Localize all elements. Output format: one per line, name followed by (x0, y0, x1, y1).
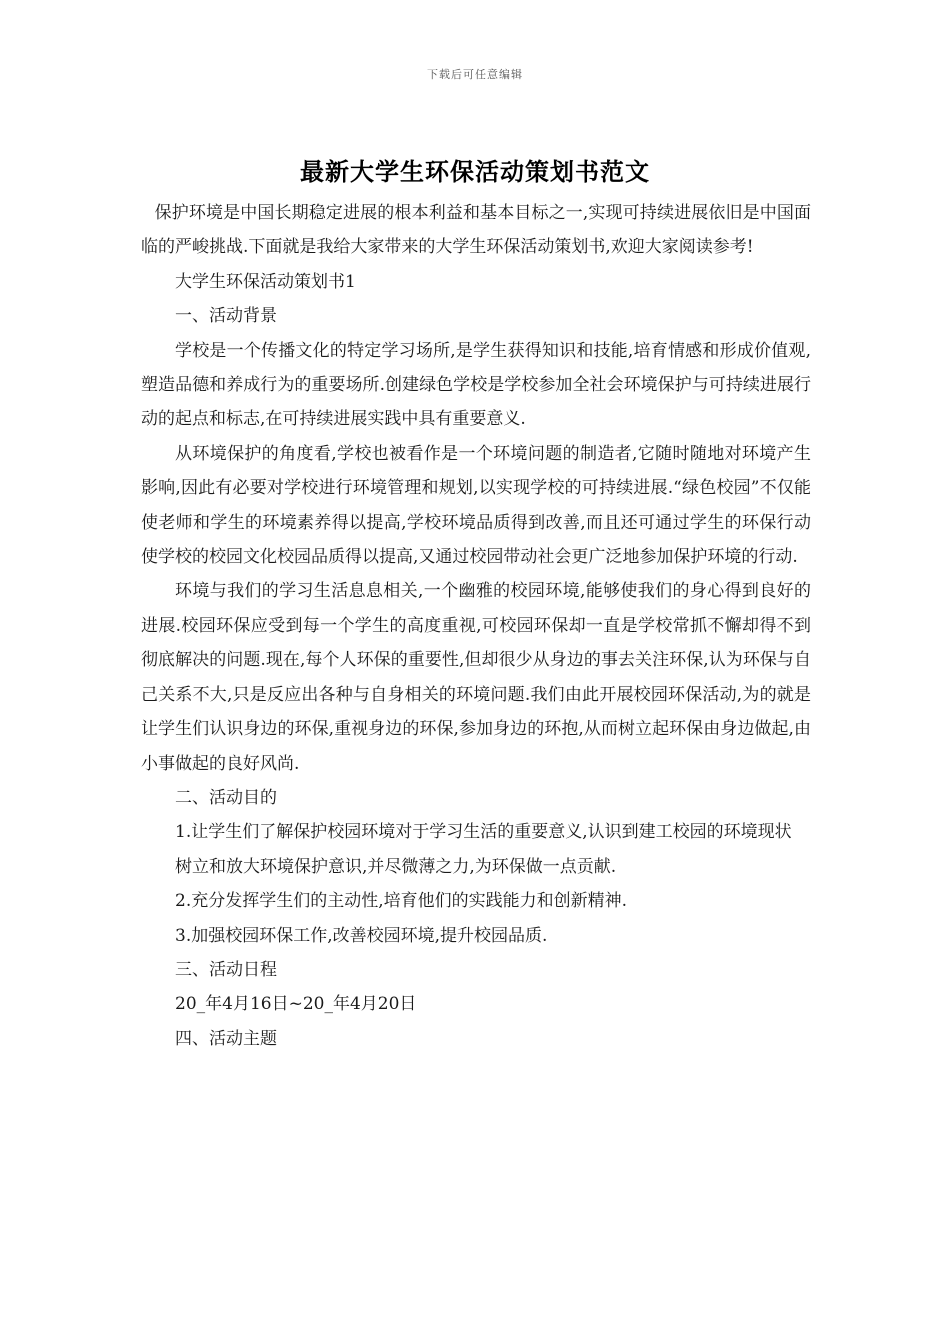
section-heading-background: 一、活动背景 (175, 306, 277, 327)
schedule-dates: 20_年4月16日~20_年4月20日 (175, 994, 417, 1015)
body-paragraph: 学校是一个传播文化的特定学习场所,是学生获得知识和技能,培育情感和形成价值观,塑造品德和养成行为的重要场所.创建绿色学校是学校参加全社会环境保护与可持续进展行动的起点和标志,在可持续进展实践中具有重要意义. (141, 340, 811, 430)
list-item: 3.加强校园环保工作,改善校园环境,提升校园品质. (175, 925, 548, 946)
document-body (141, 196, 811, 1056)
body-paragraph: 树立和放大环境保护意识,并尽微薄之力,为环保做一点贡献. (175, 856, 617, 877)
section-heading-theme: 四、活动主题 (175, 1028, 277, 1049)
list-item: 1.让学生们了解保护校园环境对于学习生活的重要意义,认识到建工校园的环境现状 (175, 822, 792, 843)
body-paragraph: 环境与我们的学习生活息息相关,一个幽雅的校园环境,能够使我们的身心得到良好的进展.校园环保应受到每一个学生的高度重视,可校园环保却一直是学校常抓不懈却得不到彻底解决的问题.现在,每个人环保的重要性,但却很少从身边的事去关注环保,认为环保与自己关系不大,只是反应出各种与自身相关的环境问题.我们由此开展校园环保活动,为的就是让学生们认识身边的环保,重视身边的环保,参加身边的环抱,从而树立起环保由身边做起,由小事做起的良好风尚. (141, 581, 811, 774)
intro-paragraph: 保护环境是中国长期稳定进展的根本利益和基本目标之一,实现可持续进展依旧是中国面临的严峻挑战.下面就是我给大家带来的大学生环保活动策划书,欢迎大家阅读参考! (141, 203, 811, 258)
body-paragraph: 从环境保护的角度看,学校也被看作是一个环境问题的制造者,它随时随地对环境产生影响,因此有必要对学校进行环境管理和规划,以实现学校的可持续进展.“绿色校园”不仅能使老师和学生的环境素养得以提高,学校环境品质得到改善,而且还可通过学生的环保行动使学校的校园文化校园品质得以提高,又通过校园带动社会更广泛地参加保护环境的行动. (141, 443, 811, 568)
list-item: 2.充分发挥学生们的主动性,培育他们的实践能力和创新精神. (175, 891, 628, 912)
document-title: 最新大学生环保活动策划书范文 (300, 157, 650, 186)
plan-heading: 大学生环保活动策划书1 (175, 271, 356, 292)
section-heading-schedule: 三、活动日程 (175, 959, 277, 980)
section-heading-purpose: 二、活动目的 (175, 787, 277, 808)
page-header-note: 下载后可任意编辑 (427, 68, 523, 81)
